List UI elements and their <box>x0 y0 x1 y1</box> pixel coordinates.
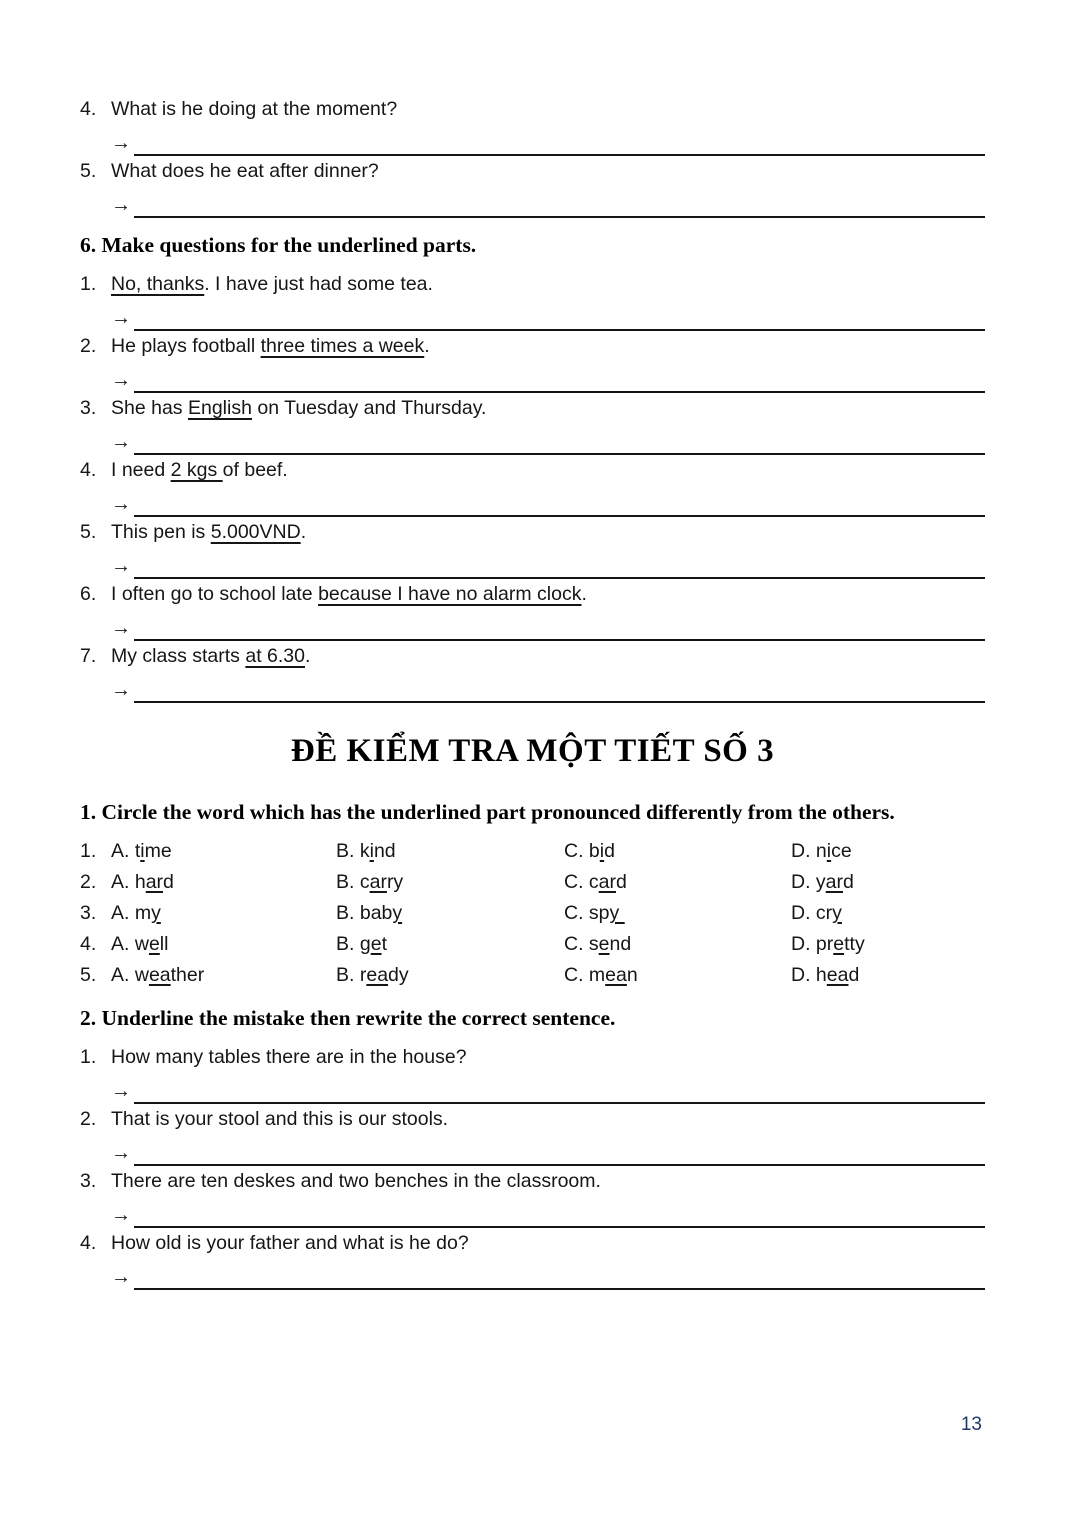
underlined-letters: y <box>151 902 161 924</box>
question-number: 6. <box>80 583 97 605</box>
answer-blank <box>134 1142 985 1166</box>
section-make-questions <box>80 229 985 703</box>
word-part: m <box>134 902 152 924</box>
underlined-letters: ar <box>369 871 387 893</box>
section-1-heading: 1. Circle the word which has the underlined part pronounced differently from the others. <box>80 800 895 824</box>
answer-line <box>80 610 985 641</box>
word-part: w <box>134 933 149 955</box>
question-sentence <box>80 641 985 672</box>
word-part: tty <box>844 933 865 955</box>
arrow-icon: → <box>111 555 131 577</box>
word-part: cr <box>815 902 833 924</box>
question-number: 5. <box>80 160 97 182</box>
word-part: d <box>616 871 627 893</box>
question-text <box>111 517 306 548</box>
pronunciation-option <box>791 898 985 929</box>
word-part: w <box>134 964 149 986</box>
question-number: 5. <box>80 521 97 543</box>
row-number: 5. <box>80 964 97 986</box>
option-label: C. <box>564 871 589 893</box>
word-part: c <box>588 871 599 893</box>
arrow-icon: → <box>111 679 131 701</box>
question-sentence <box>80 1104 985 1135</box>
arrow-icon: → <box>111 1080 131 1102</box>
pronunciation-option <box>791 960 985 991</box>
section-mistakes <box>80 1002 985 1290</box>
answer-blank <box>134 1266 985 1290</box>
plain-part: What does he eat after dinner? <box>111 160 379 182</box>
pronunciation-option <box>80 898 336 929</box>
pronunciation-option <box>336 836 564 867</box>
option-label: D. <box>791 871 816 893</box>
question-sentence <box>80 269 985 300</box>
answer-blank <box>134 1204 985 1228</box>
question-item <box>80 517 985 579</box>
underlined-part: because I have no alarm clock <box>318 583 582 605</box>
plain-part: . <box>300 521 307 543</box>
option-label: C. <box>564 933 589 955</box>
question-sentence <box>80 517 985 548</box>
arrow-icon: → <box>111 307 131 329</box>
page-content <box>80 94 985 1290</box>
plain-part: . <box>305 645 311 667</box>
answer-line <box>80 672 985 703</box>
arrow-icon: → <box>111 617 131 639</box>
pronunciation-option <box>564 867 791 898</box>
pronunciation-option <box>336 929 564 960</box>
underlined-letters: ar <box>145 871 164 893</box>
plain-part: My class starts <box>111 645 246 667</box>
arrow-icon: → <box>111 431 131 453</box>
question-text <box>111 641 310 672</box>
question-text <box>111 156 379 187</box>
word-part: sp <box>588 902 610 924</box>
arrow-icon: → <box>111 369 131 391</box>
pronunciation-option <box>336 960 564 991</box>
question-sentence <box>80 94 985 125</box>
question-sentence <box>80 1166 985 1197</box>
question-text <box>111 1166 601 1197</box>
word-part: n <box>626 964 638 986</box>
pronunciation-option <box>564 929 791 960</box>
pronunciation-option <box>791 929 985 960</box>
underlined-part: 5.000VND <box>210 521 301 543</box>
pronunciation-option <box>336 867 564 898</box>
question-text <box>111 1104 448 1135</box>
underlined-letters: e <box>148 933 160 955</box>
row-number: 2. <box>80 871 97 893</box>
option-label: C. <box>564 840 589 862</box>
question-item <box>80 641 985 703</box>
underlined-letters: e <box>370 933 382 955</box>
option-label: C. <box>564 964 589 986</box>
question-sentence <box>80 455 985 486</box>
plain-part: How many tables there are in the house? <box>111 1046 467 1068</box>
word-part: ll <box>159 933 169 955</box>
arrow-icon: → <box>111 132 131 154</box>
option-label: A. <box>111 933 135 955</box>
question-item <box>80 579 985 641</box>
answer-blank <box>134 194 985 218</box>
answer-line <box>80 187 985 218</box>
plain-part: This pen is <box>111 521 211 543</box>
word-part: d <box>848 964 860 986</box>
word-part: b <box>588 840 600 862</box>
underlined-letters: i <box>599 840 605 862</box>
question-item <box>80 393 985 455</box>
question-text <box>111 269 433 300</box>
answer-blank <box>134 431 985 455</box>
pronunciation-option <box>791 836 985 867</box>
word-part: s <box>588 933 599 955</box>
underlined-part: three times a week <box>260 335 425 357</box>
question-text <box>111 94 397 125</box>
question-number: 2. <box>80 335 97 357</box>
question-sentence <box>80 156 985 187</box>
word-part: t <box>134 840 141 862</box>
plain-part: I often go to school late <box>111 583 319 605</box>
question-item <box>80 1228 985 1290</box>
word-part: n <box>815 840 827 862</box>
plain-part: I need <box>111 459 171 481</box>
question-text <box>111 1042 467 1073</box>
underlined-letters: y <box>832 902 842 924</box>
plain-part: She has <box>111 397 188 419</box>
question-sentence <box>80 331 985 362</box>
question-item <box>80 331 985 393</box>
pronunciation-option <box>564 836 791 867</box>
question-item <box>80 94 985 156</box>
page-number: 13 <box>960 1414 982 1435</box>
mistake-sentence-list <box>80 1042 985 1290</box>
option-label: D. <box>791 933 816 955</box>
underlined-letters: ar <box>598 871 617 893</box>
test-title: ĐỀ KIỂM TRA MỘT TIẾT SỐ 3 <box>290 733 775 769</box>
section-2-heading: 2. Underline the mistake then rewrite the correct sentence. <box>80 1006 616 1030</box>
plain-part: . <box>424 335 430 357</box>
word-part: y <box>815 871 826 893</box>
question-text <box>111 455 288 486</box>
word-part: t <box>381 933 387 955</box>
answer-line <box>80 300 985 331</box>
word-part: ther <box>170 964 205 986</box>
answer-blank <box>134 369 985 393</box>
pronunciation-grid <box>80 836 985 991</box>
question-item <box>80 1042 985 1104</box>
option-label: B. <box>336 840 360 862</box>
word-part: d <box>163 871 174 893</box>
word-part: d <box>843 871 854 893</box>
word-part: c <box>359 871 370 893</box>
answer-line <box>80 362 985 393</box>
word-part: g <box>359 933 371 955</box>
word-part: me <box>144 840 172 862</box>
pronunciation-option <box>564 898 791 929</box>
arrow-icon: → <box>111 1142 131 1164</box>
question-sentence <box>80 1042 985 1073</box>
make-questions-list <box>80 269 985 703</box>
word-part: nd <box>373 840 396 862</box>
question-item <box>80 1166 985 1228</box>
option-label: B. <box>336 964 360 986</box>
pronunciation-option <box>80 867 336 898</box>
question-item <box>80 1104 985 1166</box>
underlined-letters: e <box>833 933 845 955</box>
pronunciation-option <box>791 867 985 898</box>
option-label: D. <box>791 902 816 924</box>
word-part: d <box>604 840 615 862</box>
row-number: 3. <box>80 902 97 924</box>
option-label: A. <box>111 902 135 924</box>
option-label: B. <box>336 871 360 893</box>
question-sentence <box>80 393 985 424</box>
question-item <box>80 269 985 331</box>
pronunciation-option <box>80 960 336 991</box>
arrow-icon: → <box>111 1266 131 1288</box>
word-part: ry <box>386 871 404 893</box>
plain-part: There are ten deskes and two benches in the classroom. <box>111 1170 601 1192</box>
section-pronunciation <box>80 796 985 991</box>
underlined-letters: ea <box>148 964 171 986</box>
answer-blank <box>134 307 985 331</box>
underlined-part: No, thanks <box>111 273 205 295</box>
intro-questions <box>80 94 985 218</box>
answer-line <box>80 1135 985 1166</box>
word-part: h <box>134 871 146 893</box>
underlined-letters: y <box>609 902 625 924</box>
section-6-heading: 6. Make questions for the underlined parts. <box>80 233 477 257</box>
question-item <box>80 156 985 218</box>
row-number: 4. <box>80 933 97 955</box>
row-number: 1. <box>80 840 97 862</box>
answer-blank <box>134 679 985 703</box>
arrow-icon: → <box>111 1204 131 1226</box>
underlined-part: English <box>187 397 252 419</box>
question-text <box>111 393 486 424</box>
answer-line <box>80 548 985 579</box>
question-sentence <box>80 579 985 610</box>
plain-part: . <box>581 583 587 605</box>
option-label: B. <box>336 902 360 924</box>
question-number: 4. <box>80 459 97 481</box>
word-part: dy <box>388 964 409 986</box>
pronunciation-option <box>336 898 564 929</box>
word-part: m <box>588 964 606 986</box>
word-part: r <box>359 964 367 986</box>
underlined-part: at 6.30 <box>245 645 305 667</box>
plain-part: of beef. <box>222 459 288 481</box>
plain-part: How old is your father and what is he do? <box>111 1232 469 1254</box>
question-number: 7. <box>80 645 97 667</box>
question-number: 2. <box>80 1108 97 1130</box>
question-number: 1. <box>80 1046 97 1068</box>
answer-blank <box>134 555 985 579</box>
plain-part: What is he doing at the moment? <box>111 98 398 120</box>
question-number: 3. <box>80 1170 97 1192</box>
arrow-icon: → <box>111 194 131 216</box>
answer-blank <box>134 132 985 156</box>
word-part: bab <box>359 902 393 924</box>
answer-line <box>80 1073 985 1104</box>
question-text <box>111 1228 469 1259</box>
option-label: D. <box>791 840 816 862</box>
question-sentence <box>80 1228 985 1259</box>
plain-part: He plays football <box>111 335 261 357</box>
option-label: B. <box>336 933 360 955</box>
option-label: A. <box>111 871 135 893</box>
underlined-letters: i <box>369 840 374 862</box>
pronunciation-option <box>80 836 336 867</box>
question-text <box>111 579 587 610</box>
answer-blank <box>134 493 985 517</box>
pronunciation-option <box>80 929 336 960</box>
arrow-icon: → <box>111 493 131 515</box>
word-part: pr <box>815 933 834 955</box>
option-label: A. <box>111 964 135 986</box>
answer-line <box>80 125 985 156</box>
answer-blank <box>134 617 985 641</box>
question-item <box>80 455 985 517</box>
question-number: 1. <box>80 273 97 295</box>
answer-line <box>80 1197 985 1228</box>
answer-line <box>80 424 985 455</box>
answer-line <box>80 486 985 517</box>
option-label: D. <box>791 964 816 986</box>
answer-line <box>80 1259 985 1290</box>
underlined-letters: ea <box>366 964 389 986</box>
word-part: nd <box>609 933 632 955</box>
pronunciation-option <box>564 960 791 991</box>
underlined-letters: i <box>140 840 145 862</box>
underlined-letters: i <box>826 840 832 862</box>
underlined-letters: ea <box>826 964 849 986</box>
plain-part: That is your stool and this is our stools. <box>111 1108 449 1130</box>
underlined-letters: ar <box>825 871 844 893</box>
option-label: C. <box>564 902 589 924</box>
option-label: A. <box>111 840 135 862</box>
underlined-letters: ea <box>605 964 627 986</box>
word-part: h <box>815 964 827 986</box>
plain-part: on Tuesday and Thursday. <box>251 397 487 419</box>
question-number: 4. <box>80 1232 97 1254</box>
answer-blank <box>134 1080 985 1104</box>
underlined-part: 2 kgs <box>170 459 223 481</box>
underlined-letters: y <box>392 902 403 924</box>
word-part: ce <box>831 840 852 862</box>
word-part: k <box>359 840 370 862</box>
intro-question-list <box>80 94 985 218</box>
question-number: 3. <box>80 397 97 419</box>
question-text <box>111 331 430 362</box>
plain-part: . I have just had some tea. <box>204 273 433 295</box>
question-number: 4. <box>80 98 97 120</box>
underlined-letters: e <box>598 933 610 955</box>
